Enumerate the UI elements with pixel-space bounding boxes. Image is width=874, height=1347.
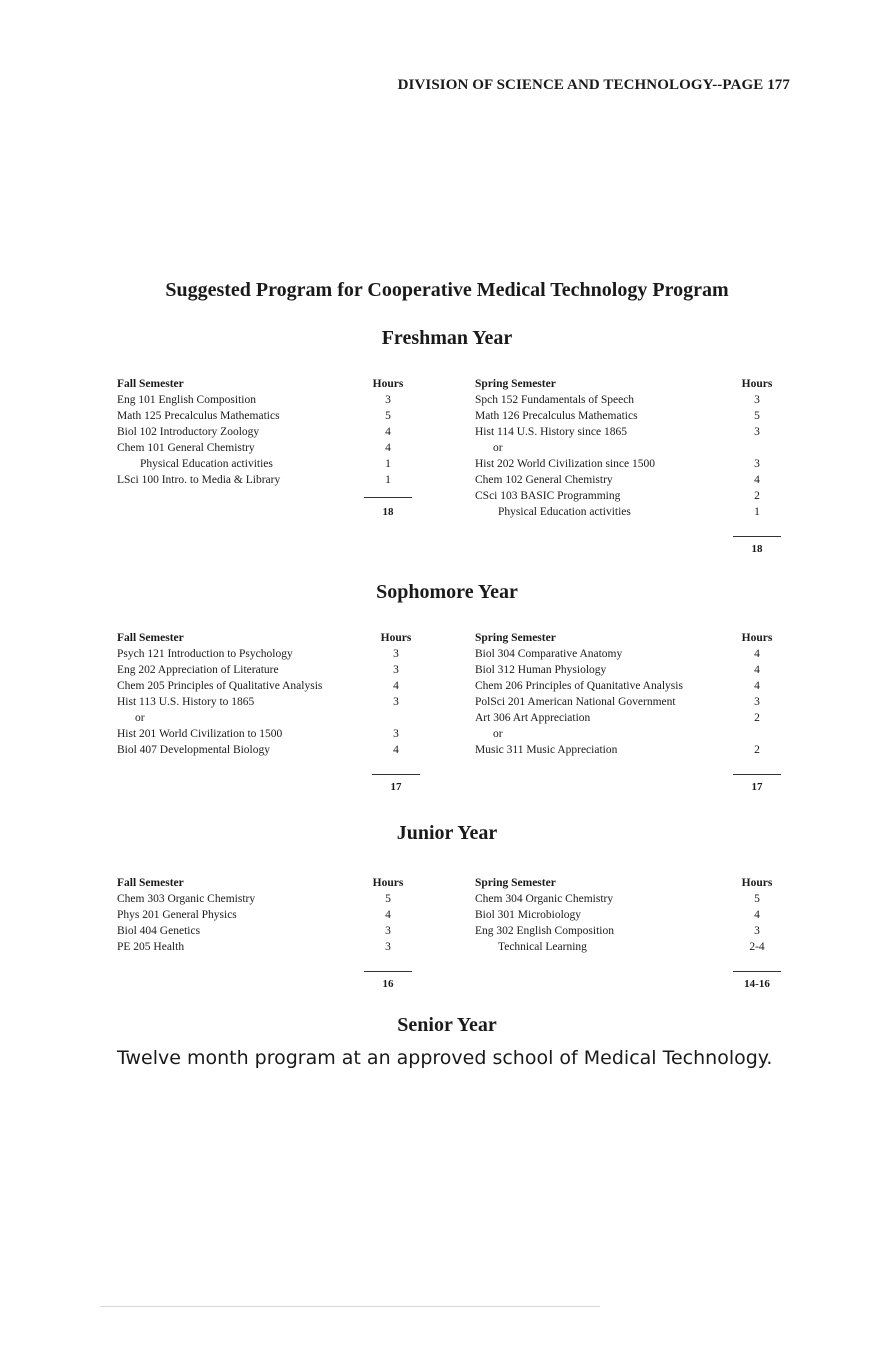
course-hours: 5: [385, 410, 391, 422]
hours-heading: Hours: [380, 632, 412, 644]
course-name: Chem 303 Organic Chemistry: [117, 893, 256, 905]
semester-total: 18: [382, 506, 394, 518]
course-name: LSci 100 Intro. to Media & Library: [117, 474, 281, 486]
course-hours: 4: [393, 680, 399, 692]
course-name: Biol 404 Genetics: [117, 925, 201, 937]
semester-total: 18: [751, 543, 763, 555]
course-hours: 4: [385, 426, 391, 438]
course-name: Eng 202 Appreciation of Literature: [117, 664, 279, 676]
hours-heading: Hours: [372, 378, 404, 390]
course-name: Technical Learning: [498, 941, 587, 953]
course-hours: 2: [754, 490, 760, 502]
junior-spring-column: [475, 875, 795, 990]
freshman-year-title: Freshman Year: [381, 327, 513, 349]
course-hours: 1: [385, 458, 391, 470]
semester-heading: Fall Semester: [117, 378, 184, 390]
junior-fall-column: [117, 875, 437, 990]
semester-heading: Spring Semester: [475, 877, 556, 889]
or-separator: or: [493, 442, 503, 454]
course-name: Eng 101 English Composition: [117, 394, 256, 406]
page-header: DIVISION OF SCIENCE AND TECHNOLOGY--PAGE 177: [397, 77, 790, 93]
footer-rule: [100, 1306, 600, 1307]
course-name: Physical Education activities: [498, 506, 631, 518]
total-rule: [733, 971, 781, 972]
course-name: Biol 102 Introductory Zoology: [117, 426, 260, 438]
course-hours: 5: [754, 893, 760, 905]
course-name: Phys 201 General Physics: [117, 909, 237, 921]
course-hours: 4: [385, 909, 391, 921]
course-name: CSci 103 BASIC Programming: [475, 490, 621, 502]
course-hours: 1: [754, 506, 760, 518]
course-hours: 1: [385, 474, 391, 486]
course-name: Math 125 Precalculus Mathematics: [117, 410, 280, 422]
course-name: PolSci 201 American National Government: [475, 696, 676, 708]
sophomore-spring-column: [475, 630, 795, 793]
course-name: Biol 407 Developmental Biology: [117, 744, 270, 756]
course-hours: 3: [393, 728, 399, 740]
semester-heading: Fall Semester: [117, 877, 184, 889]
course-name: Hist 114 U.S. History since 1865: [475, 426, 627, 438]
course-name: Eng 302 English Composition: [475, 925, 614, 937]
course-hours: 3: [393, 664, 399, 676]
course-name: Chem 101 General Chemistry: [117, 442, 255, 454]
course-hours: 4: [754, 474, 760, 486]
course-hours: 2: [754, 744, 760, 756]
semester-total: 16: [382, 978, 394, 990]
course-name: Chem 206 Principles of Quanitative Analysis: [475, 680, 683, 692]
course-name: Hist 202 World Civilization since 1500: [475, 458, 655, 470]
course-name: Biol 301 Microbiology: [475, 909, 582, 921]
course-name: Biol 304 Comparative Anatomy: [475, 648, 623, 660]
course-hours: 3: [393, 648, 399, 660]
hours-heading: Hours: [741, 632, 773, 644]
semester-total: 14-16: [744, 978, 770, 990]
course-hours: 4: [393, 744, 399, 756]
course-name: Physical Education activities: [140, 458, 273, 470]
senior-year-title: Senior Year: [397, 1014, 497, 1036]
course-hours: 4: [754, 648, 760, 660]
course-hours: 4: [385, 442, 391, 454]
or-separator: or: [135, 712, 145, 724]
sophomore-fall-column: [117, 630, 437, 793]
course-name: Hist 201 World Civilization to 1500: [117, 728, 283, 740]
course-name: PE 205 Health: [117, 941, 185, 953]
course-hours: 4: [754, 909, 760, 921]
course-hours: 4: [754, 680, 760, 692]
total-rule: [364, 971, 412, 972]
course-hours: 3: [393, 696, 399, 708]
course-name: Art 306 Art Appreciation: [475, 712, 591, 724]
course-name: Chem 205 Principles of Qualitative Analysis: [117, 680, 323, 692]
course-hours: 3: [385, 941, 391, 953]
course-hours: 5: [754, 410, 760, 422]
semester-total: 17: [390, 781, 402, 793]
course-hours: 4: [754, 664, 760, 676]
course-hours: 3: [754, 458, 760, 470]
course-hours: 2: [754, 712, 760, 724]
senior-year-description: Twelve month program at an approved school of Medical Technology.: [117, 1047, 773, 1069]
course-hours: 3: [754, 925, 760, 937]
semester-heading: Fall Semester: [117, 632, 184, 644]
course-name: Music 311 Music Appreciation: [475, 744, 618, 756]
or-separator: or: [493, 728, 503, 740]
semester-heading: Spring Semester: [475, 378, 556, 390]
course-hours: 3: [385, 394, 391, 406]
course-hours: 5: [385, 893, 391, 905]
semester-heading: Spring Semester: [475, 632, 556, 644]
course-name: Chem 304 Organic Chemistry: [475, 893, 614, 905]
hours-heading: Hours: [741, 877, 773, 889]
sophomore-year-title: Sophomore Year: [376, 581, 518, 603]
course-hours: 3: [754, 394, 760, 406]
course-name: Chem 102 General Chemistry: [475, 474, 613, 486]
total-rule: [364, 497, 412, 498]
course-name: Math 126 Precalculus Mathematics: [475, 410, 638, 422]
course-hours: 2-4: [749, 941, 765, 953]
hours-heading: Hours: [372, 877, 404, 889]
course-hours: 3: [754, 696, 760, 708]
freshman-fall-column: [117, 376, 427, 518]
course-name: Spch 152 Fundamentals of Speech: [475, 394, 635, 406]
total-rule: [372, 774, 420, 775]
course-name: Biol 312 Human Physiology: [475, 664, 607, 676]
course-hours: 3: [754, 426, 760, 438]
program-title: Suggested Program for Cooperative Medical Technology Program: [165, 279, 729, 301]
semester-total: 17: [751, 781, 763, 793]
course-name: Hist 113 U.S. History to 1865: [117, 696, 255, 708]
freshman-spring-column: [475, 376, 785, 555]
hours-heading: Hours: [741, 378, 773, 390]
junior-year-title: Junior Year: [396, 822, 498, 844]
total-rule: [733, 774, 781, 775]
course-hours: 3: [385, 925, 391, 937]
total-rule: [733, 536, 781, 537]
course-name: Psych 121 Introduction to Psychology: [117, 648, 293, 660]
